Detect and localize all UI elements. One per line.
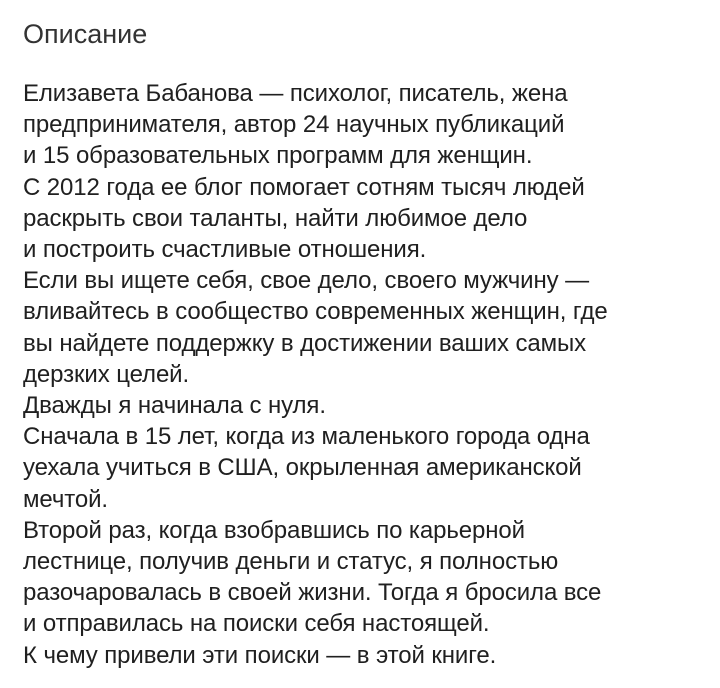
description-line: разочаровалась в своей жизни. Тогда я бросила все	[23, 579, 602, 607]
description-line: мечтой.	[23, 485, 108, 513]
description-line: уехала учиться в США, окрыленная американской	[23, 454, 582, 482]
description-line: Второй раз, когда взобравшись по карьерной	[23, 516, 525, 544]
description-section	[23, 16, 702, 671]
description-line: вы найдете поддержку в достижении ваших самых	[23, 329, 587, 357]
description-line: дерзких целей.	[23, 360, 190, 388]
description-line: Если вы ищете себя, свое дело, своего мужчину —	[23, 267, 590, 295]
description-line: и 15 образовательных программ для женщин.	[23, 142, 533, 170]
description-line: Елизавета Бабанова — психолог, писатель, жена	[23, 80, 568, 107]
description-line: вливайтесь в сообщество современных женщин, где	[23, 298, 608, 326]
description-line: раскрыть свои таланты, найти любимое дело	[23, 204, 528, 232]
description-text	[23, 78, 702, 671]
description-line: К чему привели эти поиски — в этой книге.	[23, 641, 497, 669]
description-line: и построить счастливые отношения.	[23, 236, 427, 264]
section-title: Описание	[23, 19, 148, 49]
description-line: Сначала в 15 лет, когда из маленького города одна	[23, 423, 590, 451]
description-line: Дважды я начинала с нуля.	[23, 392, 326, 420]
description-line: предпринимателя, автор 24 научных публикаций	[23, 111, 565, 139]
description-line: лестнице, получив деньги и статус, я полностью	[23, 548, 559, 576]
description-line: С 2012 года ее блог помогает сотням тысяч людей	[23, 173, 585, 201]
description-line: и отправилась на поиски себя настоящей.	[23, 610, 490, 638]
